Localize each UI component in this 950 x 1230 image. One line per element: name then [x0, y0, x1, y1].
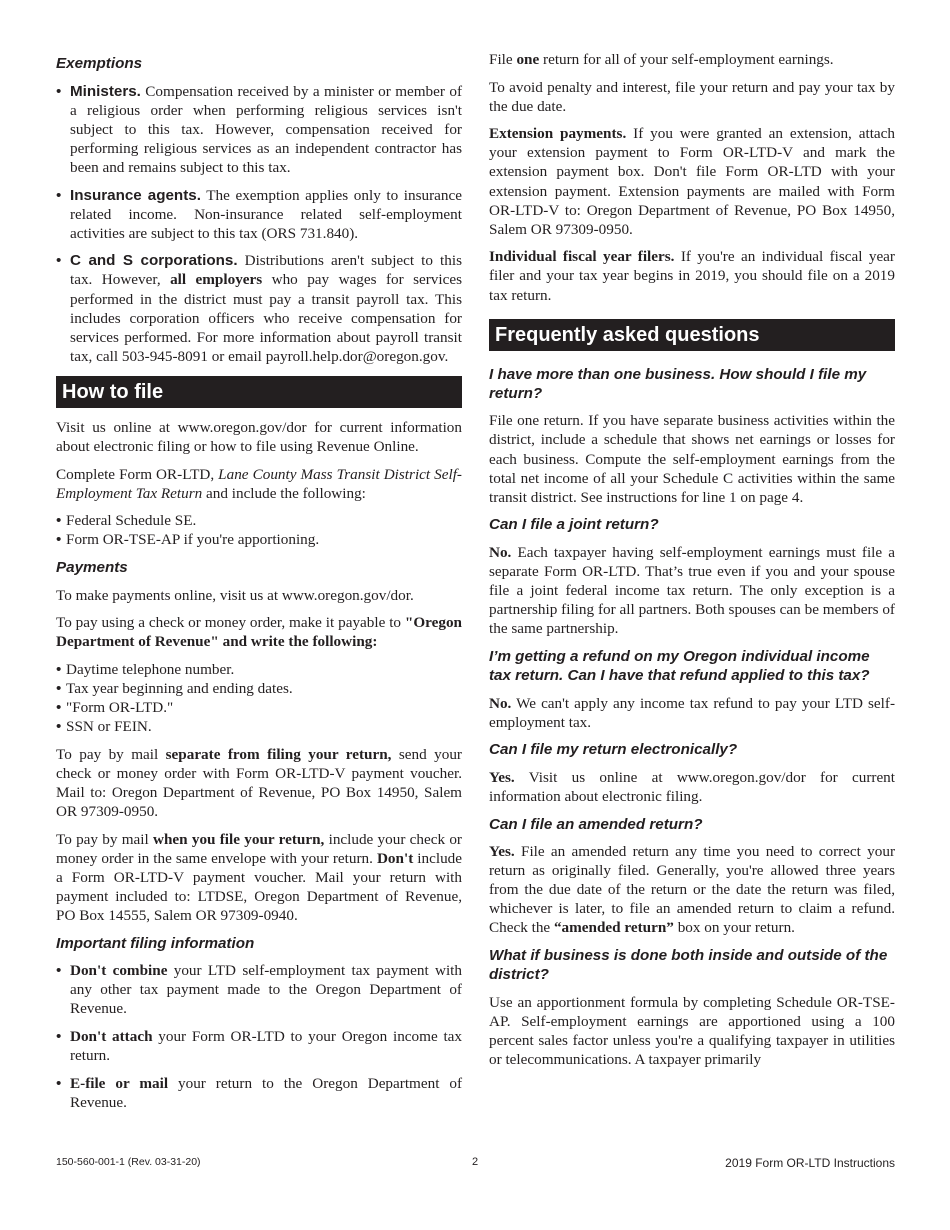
- exemptions-heading: Exemptions: [56, 55, 143, 72]
- pay-check-text: To pay using a check or money order, make it payable to "Oregon Department of Revenue" and write the following:: [56, 614, 462, 651]
- faq-answer: No. Each taxpayer having self-employment earnings must file a separate Form OR-LTD. That’s true even if you and your spouse file a joint federal income tax return. The only exception is a partnership filing for all partners. Both spouses can be members of the same partnership.: [489, 543, 895, 638]
- list-item: • Ministers. Compensation received by a minister or member of a religious order when performing religious services isn't subject to this tax. However, compensation received for performing religious services as an independent contractor has been and remains subject to this tax.: [56, 82, 462, 177]
- important-heading: Important filing information: [56, 934, 255, 952]
- list-item: • "Form OR-LTD.": [56, 698, 462, 717]
- include-list: [56, 511, 462, 549]
- how-to-file-heading: How to file: [56, 376, 462, 408]
- write-list: [56, 660, 462, 736]
- page-number: 2: [472, 1156, 479, 1168]
- payments-heading: Payments: [56, 558, 128, 576]
- list-item: • Form OR-TSE-AP if you're apportioning.: [56, 530, 462, 549]
- avoid-penalty-text: To avoid penalty and interest, file your return and pay your tax by the due date.: [489, 78, 895, 115]
- payments-online-text: To make payments online, visit us at www.oregon.gov/dor.: [56, 586, 414, 604]
- one-return-text: File one return for all of your self-employment earnings.: [489, 51, 834, 68]
- faq-heading: Frequently asked questions: [489, 319, 895, 351]
- list-item: • Federal Schedule SE.: [56, 511, 462, 530]
- visit-online-text: Visit us online at www.oregon.gov/dor for current information about electronic filing or how to file using Revenue Online.: [56, 418, 462, 455]
- faq-question: Can I file an amended return?: [489, 815, 703, 833]
- mail-separate-text: To pay by mail separate from filing your return, send your check or money order with Form OR-LTD-V payment voucher. Mail to: Oregon Department of Revenue, PO Box 14950, Salem OR 97309-0950.: [56, 745, 462, 820]
- complete-form-text: Complete Form OR-LTD, Lane County Mass Transit District Self-Employment Tax Return and include the following:: [56, 465, 462, 502]
- list-item: • Don't attach your Form OR-LTD to your Oregon income tax return.: [56, 1027, 462, 1065]
- exemptions-list: [56, 82, 462, 366]
- faq-answer: Use an apportionment formula by completing Schedule OR-TSE-AP. Self-employment earnings are apportioned using a 100 percent sales factor unless you're a qualifying taxpayer in utilities or telecommunications. A taxpayer primarily: [489, 993, 895, 1069]
- list-item: • C and S corporations. Distributions aren't subject to this tax. However, all employers who pay wages for services performed in the district must pay a transit payroll tax. This includes corporation officers who receive compensation for services performed. For more information about payroll transit tax, call 503-945-8091 or email payroll.help.dor@oregon.gov.: [56, 251, 462, 366]
- mail-with-return-text: To pay by mail when you file your return, include your check or money order in the same envelope with your return. Don't include a Form OR-LTD-V payment voucher. Mail your return with payment included to: LTDSE, Oregon Department of Revenue, PO Box 14555, Salem OR 97309-0940.: [56, 830, 463, 924]
- faq-answer: Yes. Visit us online at www.oregon.gov/dor for current information about electronic filing.: [489, 768, 895, 805]
- left-column: [56, 50, 462, 1120]
- faq-answer: Yes. File an amended return any time you need to correct your return as originally filed. Generally, you're allowed three years from the due date of the return or the date the return was filed, whichever is later, to file an amended return to claim a refund. Check the “amended return” box on your return.: [489, 843, 895, 937]
- faq-answer: File one return. If you have separate business activities within the district, include a schedule that shows net earnings or losses for each business. Compute the self-employment earnings from the total net income of all your Schedule C activities within the same transit district. See instructions for line 1 on page 4.: [489, 412, 895, 506]
- faq-question: What if business is done both inside and outside of the district?: [489, 947, 888, 984]
- important-list: [56, 961, 462, 1112]
- right-column: [489, 50, 895, 1078]
- faq-question: I’m getting a refund on my Oregon individual income tax return. Can I have that refund applied to this tax?: [489, 647, 870, 684]
- list-item: • Don't combine your LTD self-employment tax payment with any other tax payment made to the Oregon Department of Revenue.: [56, 961, 462, 1018]
- list-item: • Tax year beginning and ending dates.: [56, 679, 462, 698]
- fiscal-year-text: Individual fiscal year filers. If you're an individual fiscal year filer and your tax year begins in 2019, you should file on a 2019 tax return.: [489, 248, 895, 304]
- document-title: 2019 Form OR-LTD Instructions: [725, 1156, 895, 1170]
- list-item: • Insurance agents. The exemption applies only to insurance related income. Non-insurance related self-employment activities are subject to this tax (ORS 731.840).: [56, 186, 462, 243]
- faq-answer: No. We can't apply any income tax refund to pay your LTD self-employment tax.: [489, 694, 895, 731]
- list-item: • SSN or FEIN.: [56, 717, 462, 736]
- faq-question: I have more than one business. How should I file my return?: [489, 365, 867, 402]
- form-number: 150-560-001-1 (Rev. 03-31-20): [56, 1156, 201, 1168]
- list-item: • Daytime telephone number.: [56, 660, 462, 679]
- extension-text: Extension payments. If you were granted an extension, attach your extension payment to Form OR-LTD-V and mark the extension payment box. Don't file Form OR-LTD with your extension payment. Extension payments are mailed with Form OR-LTD-V to: Oregon Department of Revenue, PO Box 14950, Salem OR 97309-0950.: [489, 125, 895, 238]
- list-item: • E-file or mail your return to the Oregon Department of Revenue.: [56, 1074, 462, 1112]
- faq-question: Can I file my return electronically?: [489, 741, 738, 759]
- faq-question: Can I file a joint return?: [489, 516, 659, 534]
